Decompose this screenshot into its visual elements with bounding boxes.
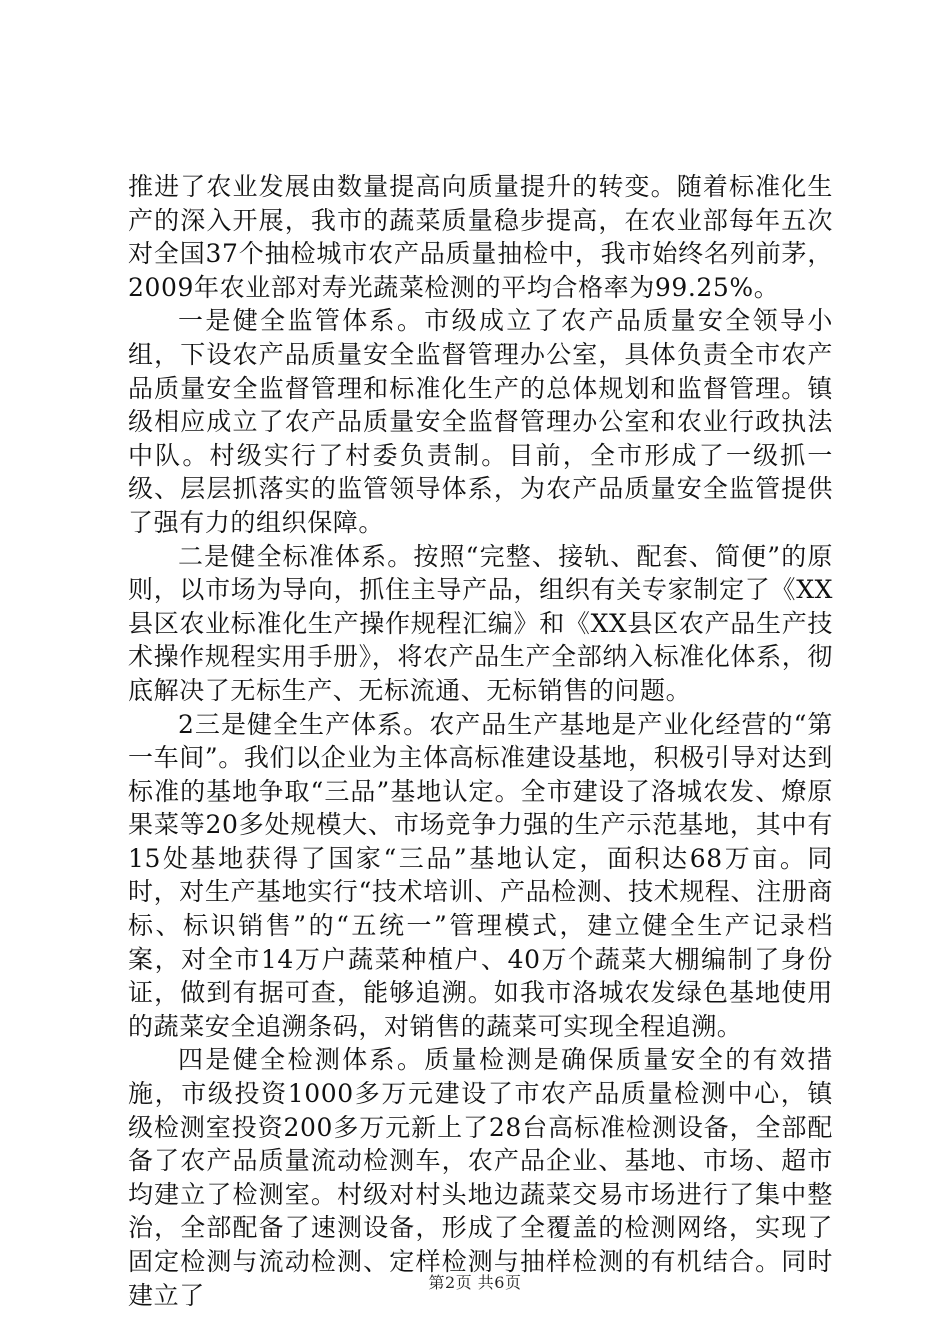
paragraph-continuation: 推进了农业发展由数量提高向质量提升的转变。随着标准化生产的深入开展，我市的蔬菜质量稳步提高，在农业部每年五次对全国37个抽检城市农产品质量抽检中，我市始终名列前茅，2009年农业部对寿光蔬菜检测的平均合格率为99.25%。 (128, 172, 833, 302)
paragraph-testing-system: 四是健全检测体系。质量检测是确保质量安全的有效措施，市级投资1000多万元建设了市农产品质量检测中心，镇级检测室投资200多万元新上了28台高标准检测设备，全部配备了农产品质量流动检测车，农产品企业、基地、市场、超市均建立了检测室。村级对村头地边蔬菜交易市场进行了集中整治，全部配备了速测设备，形成了全覆盖的检测网络，实现了固定检测与流动检测、定样检测与抽样检测的有机结合。同时建立了 (128, 1045, 833, 1310)
paragraph-supervision-system: 一是健全监管体系。市级成立了农产品质量安全领导小组，下设农产品质量安全监督管理办公室，具体负责全市农产品质量安全监督管理和标准化生产的总体规划和监督管理。镇级相应成立了农产品质量安全监督管理办公室和农业行政执法中队。村级实行了村委负责制。目前，全市形成了一级抓一级、层层抓落实的监管领导体系，为农产品质量安全监管提供了强有力的组织保障。 (128, 306, 833, 537)
paragraph-standard-system: 二是健全标准体系。按照“完整、接轨、配套、简便”的原则，以市场为导向，抓住主导产品，组织有关专家制定了《XX县区农业标准化生产操作规程汇编》和《XX县区农产品生产技术操作规程实用手册》，将农产品生产全部纳入标准化体系，彻底解决了无标生产、无标流通、无标销售的问题。 (128, 541, 833, 705)
document-body (128, 170, 833, 1312)
page-footer: 第2页 共6页 (428, 1273, 522, 1292)
paragraph-production-system: 2三是健全生产体系。农产品生产基地是产业化经营的“第一车间”。我们以企业为主体高标准建设基地，积极引导对达到标准的基地争取“三品”基地认定。全市建设了洛城农发、燎原果菜等20多处规模大、市场竞争力强的生产示范基地，其中有15处基地获得了国家“三品”基地认定，面积达68万亩。同时，对生产基地实行“技术培训、产品检测、技术规程、注册商标、标识销售”的“五统一”管理模式，建立健全生产记录档案，对全市14万户蔬菜种植户、40万个蔬菜大棚编制了身份证，做到有据可查，能够追溯。如我市洛城农发绿色基地使用的蔬菜安全追溯条码，对销售的蔬菜可实现全程追溯。 (128, 709, 833, 1041)
